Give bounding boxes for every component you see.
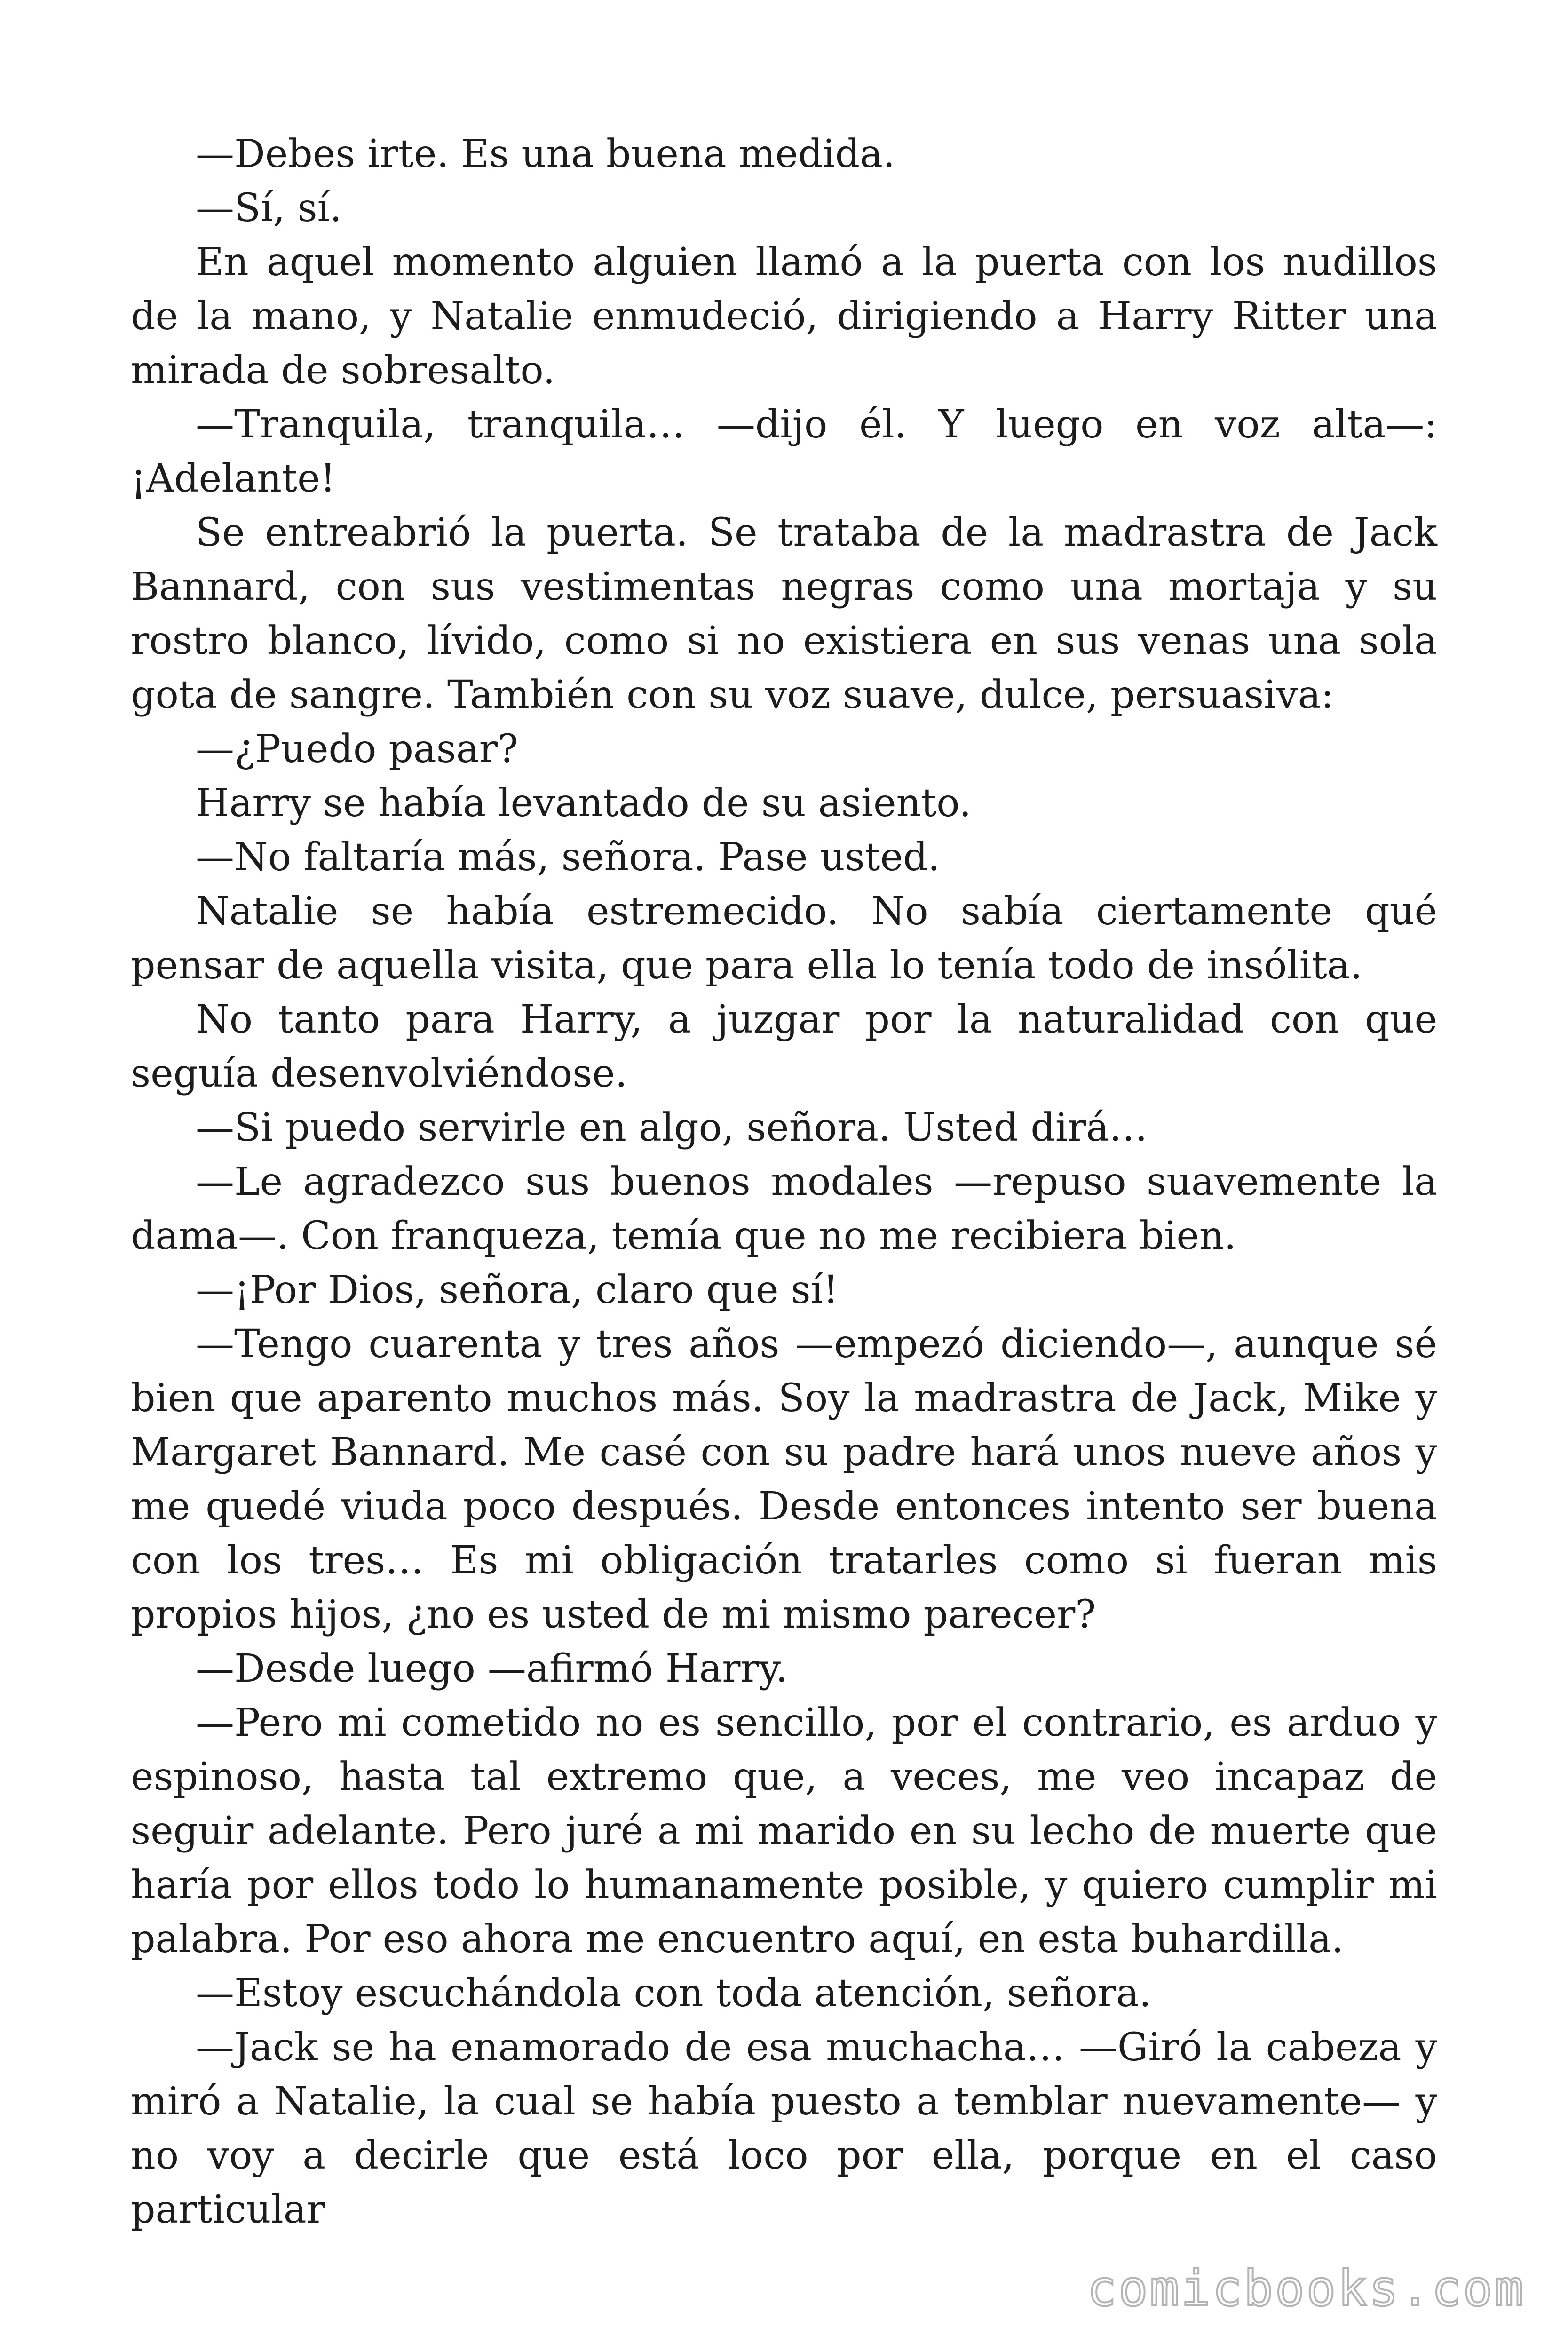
paragraph-9: Natalie se había estremecido. No sabía ciertamente qué pensar de aquella visita, que para ella lo tenía todo de insólita.: [131, 889, 1437, 988]
paragraph-2: —Sí, sí.: [196, 186, 342, 230]
paragraph-15: —Desde luego —afirmó Harry.: [196, 1646, 788, 1691]
paragraph-11: —Si puedo servirle en algo, señora. Usted dirá…: [196, 1105, 1148, 1150]
paragraph-5: Se entreabrió la puerta. Se trataba de la madrastra de Jack Bannard, con sus vestimentas negras como una mortaja y su rostro blanco, lívido, como si no existiera en sus venas una sola gota de sangre. También con su voz suave, dulce, persuasiva:: [131, 510, 1437, 717]
paragraph-17: —Estoy escuchándola con toda atención, señora.: [196, 1971, 1151, 2016]
paragraph-16: —Pero mi cometido no es sencillo, por el contrario, es arduo y espinoso, hasta tal extremo que, a veces, me veo incapaz de seguir adelante. Pero juré a mi marido en su lecho de muerte que haría por ellos todo lo humanamente posible, y quiero cumplir mi palabra. Por eso ahora me encuentro aquí, en esta buhardilla.: [131, 1700, 1437, 1962]
paragraph-18: —Jack se ha enamorado de esa muchacha… —Giró la cabeza y miró a Natalie, la cual se había puesto a temblar nuevamente— y no voy a decirle que está loco por ella, porque en el caso particular: [131, 2025, 1437, 2232]
paragraph-7: Harry se había levantado de su asiento.: [196, 781, 972, 826]
paragraph-3: En aquel momento alguien llamó a la puerta con los nudillos de la mano, y Natalie enmudeció, dirigiendo a Harry Ritter una mirada de sobresalto.: [131, 240, 1437, 393]
paragraph-10: No tanto para Harry, a juzgar por la naturalidad con que seguía desenvolviéndose.: [131, 997, 1437, 1096]
paragraph-13: —¡Por Dios, señora, claro que sí!: [196, 1268, 839, 1312]
paragraph-14: —Tengo cuarenta y tres años —empezó diciendo—, aunque sé bien que aparento muchos más. Soy la madrastra de Jack, Mike y Margaret Bannard. Me casé con su padre hará unos nueve años y me quedé viuda poco después. Desde entonces intento ser buena con los tres… Es mi obligación tratarles como si fueran mis propios hijos, ¿no es usted de mi mismo parecer?: [131, 1322, 1437, 1637]
paragraph-1: —Debes irte. Es una buena medida.: [196, 132, 895, 176]
paragraph-4: —Tranquila, tranquila… —dijo él. Y luego en voz alta—: ¡Adelante!: [131, 402, 1437, 501]
paragraph-8: —No faltaría más, señora. Pase usted.: [196, 835, 940, 880]
watermark: comicbooks.com: [1087, 2260, 1526, 2317]
page-text: [131, 127, 1437, 2237]
paragraph-6: —¿Puedo pasar?: [196, 727, 518, 771]
paragraph-12: —Le agradezco sus buenos modales —repuso suavemente la dama—. Con franqueza, temía que no me recibiera bien.: [131, 1160, 1437, 1258]
